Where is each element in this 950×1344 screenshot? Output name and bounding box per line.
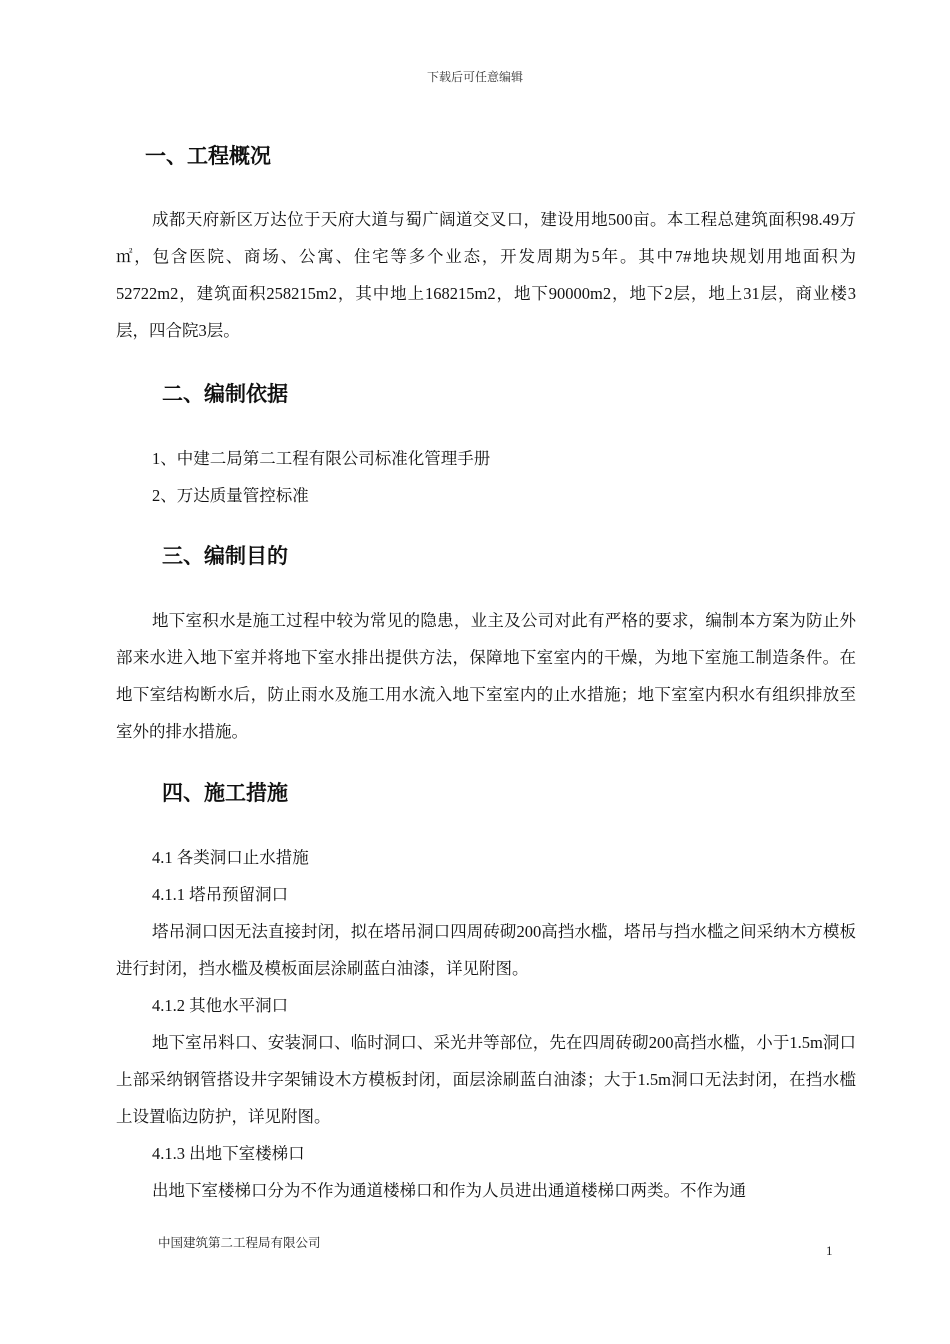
paragraph-4-1-1: 塔吊洞口因无法直接封闭，拟在塔吊洞口四周砖砌200高挡水槛，塔吊与挡水槛之间采纳木方模板进行封闭，挡水槛及模板面层涂刷蓝白油漆，详见附图。 <box>116 922 856 978</box>
basis-item-2: 2、万达质量管控标准 <box>152 486 309 505</box>
section-3-title: 三、编制目的 <box>162 544 288 568</box>
section-2-title: 二、编制依据 <box>162 382 288 406</box>
footer-company: 中国建筑第二工程局有限公司 <box>158 1235 321 1250</box>
section-4-title: 四、施工措施 <box>162 781 288 805</box>
subsection-4-1: 4.1 各类洞口止水措施 <box>152 848 309 867</box>
basis-item-1: 1、中建二局第二工程有限公司标准化管理手册 <box>152 449 491 468</box>
section-1-paragraph: 成都天府新区万达位于天府大道与蜀广阔道交叉口，建设用地500亩。本工程总建筑面积98.49万㎡，包含医院、商场、公寓、住宅等多个业态，开发周期为5年。其中7#地块规划用地面积为52722m2，建筑面积258215m2，其中地上168215m2，地下90000m2，地下2层，地上31层，商业楼3层，四合院3层。 <box>116 210 856 340</box>
section-1-title: 一、工程概况 <box>145 144 271 168</box>
subsection-4-1-2: 4.1.2 其他水平洞口 <box>152 996 289 1015</box>
paragraph-4-1-3: 出地下室楼梯口分为不作为通道楼梯口和作为人员进出通道楼梯口两类。不作为通 <box>152 1181 746 1200</box>
page-number: 1 <box>826 1243 833 1258</box>
page-header: 下载后可任意编辑 <box>426 70 523 84</box>
subsection-4-1-3: 4.1.3 出地下室楼梯口 <box>152 1144 305 1163</box>
section-3-paragraph: 地下室积水是施工过程中较为常见的隐患，业主及公司对此有严格的要求，编制本方案为防止外部来水进入地下室并将地下室水排出提供方法，保障地下室室内的干燥，为地下室施工制造条件。在地下室结构断水后，防止雨水及施工用水流入地下室室内的止水措施；地下室室内积水有组织排放至室外的排水措施。 <box>116 611 856 741</box>
paragraph-4-1-2: 地下室吊料口、安装洞口、临时洞口、采光井等部位，先在四周砖砌200高挡水槛，小于1.5m洞口上部采纳钢管搭设井字架铺设木方模板封闭，面层涂刷蓝白油漆；大于1.5m洞口无法封闭，在挡水槛上设置临边防护，详见附图。 <box>116 1033 856 1126</box>
subsection-4-1-1: 4.1.1 塔吊预留洞口 <box>152 885 289 904</box>
